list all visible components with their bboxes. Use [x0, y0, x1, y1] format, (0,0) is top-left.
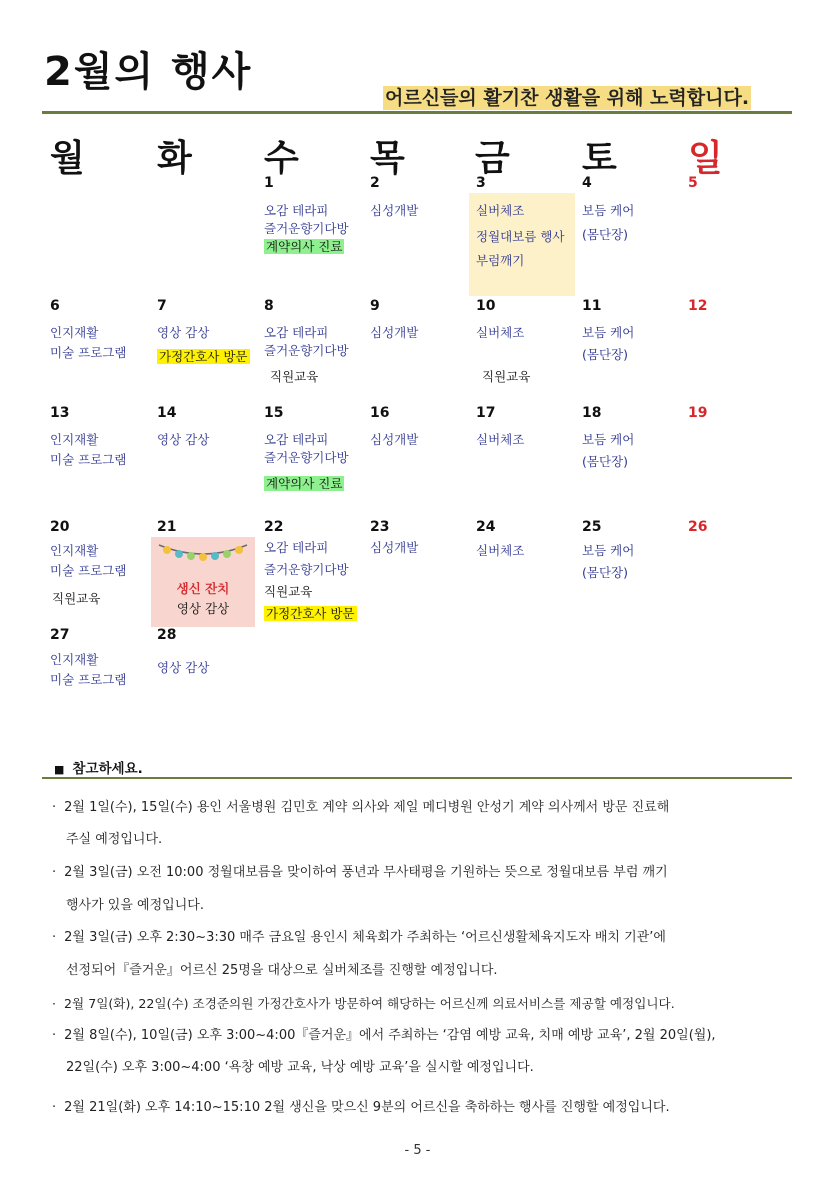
event-item: 인지재활: [50, 652, 99, 667]
garland-icon: [151, 537, 255, 567]
events-day-20: [50, 540, 126, 610]
event-item: 영상 감상: [157, 325, 210, 340]
event-item: 미술 프로그램: [50, 345, 127, 360]
note-item: · 2월 21일(화) 오후 14:10~15:10 2월 생신을 맞으신 9분의 어르신을 축하하는 행사를 진행할 예정입니다.: [52, 1100, 670, 1115]
date-15: 15: [264, 405, 284, 421]
date-8: 8: [264, 298, 274, 314]
events-day-6: [50, 322, 126, 364]
date-13: 13: [50, 405, 70, 421]
events-day-22: [264, 537, 357, 625]
event-item: (몸단장): [582, 454, 628, 469]
date-5: 5: [688, 175, 698, 191]
event-item: 보듬 케어: [582, 203, 635, 218]
date-3: 3: [476, 175, 486, 191]
event-item: 실버체조: [476, 325, 525, 340]
note-item-cont: [52, 955, 806, 987]
events-day-15: [264, 429, 349, 495]
event-item: 즐거운향기다방: [264, 450, 349, 465]
event-item: 실버체조: [476, 432, 525, 447]
date-10: 10: [476, 298, 496, 314]
events-day-28: [157, 657, 209, 679]
event-item-highlight: 계약의사 진료: [266, 239, 343, 254]
date-17: 17: [476, 405, 496, 421]
event-item: 즐거운향기다방: [264, 562, 349, 577]
events-day-13: [50, 429, 126, 471]
event-item: 직원교육: [270, 369, 319, 384]
weekday-tue: 화: [157, 138, 192, 179]
note-item-cont: [52, 890, 806, 922]
notes-heading: [54, 757, 143, 777]
date-22: 22: [264, 519, 284, 535]
date-21: 21: [157, 519, 177, 535]
note-text: 2월 7일(화), 22일(수) 조경준의원 가정간호사가 방문하여 해당하는 어르신께 의료서비스를 제공할 예정입니다.: [64, 996, 675, 1011]
date-2: 2: [370, 175, 380, 191]
events-day-8: [264, 322, 349, 388]
event-item: 심성개발: [370, 325, 419, 340]
event-item: 심성개발: [370, 203, 419, 218]
events-day-25: [582, 540, 634, 584]
date-4: 4: [582, 175, 592, 191]
note-text: 주실 예정입니다.: [66, 832, 163, 847]
date-16: 16: [370, 405, 390, 421]
date-25: 25: [582, 519, 602, 535]
event-item: 영상 감상: [157, 432, 210, 447]
note-item: · 2월 3일(금) 오전 10:00 정월대보름을 맞이하여 풍년과 무사태평을 기원하는 뜻으로 정월대보름 부럼 깨기: [52, 865, 668, 880]
note-item: · 2월 1일(수), 15일(수) 용인 서울병원 김민호 계약 의사와 제일 메디병원 안성기 계약 의사께서 방문 진료해: [52, 800, 670, 815]
date-24: 24: [476, 519, 496, 535]
event-item: 미술 프로그램: [50, 452, 127, 467]
note-item-cont: [52, 824, 806, 856]
event-item-highlight: 가정간호사 방문: [159, 349, 248, 364]
event-item: 직원교육: [52, 591, 101, 606]
date-12: 12: [688, 298, 708, 314]
events-day-21: [151, 578, 255, 620]
motto-banner: 어르신들의 활기찬 생활을 위해 노력합니다.: [385, 87, 750, 109]
events-day-14: [157, 429, 209, 451]
events-day-3: [476, 200, 565, 272]
event-item: 오감 테라피: [264, 540, 329, 555]
page-title: 2월의 행사: [44, 49, 253, 95]
note-text: 22일(수) 오후 3:00~4:00 ‘욕창 예방 교육, 낙상 예방 교육’을 실시할 예정입니다.: [66, 1060, 534, 1075]
title-divider: [42, 111, 792, 114]
events-day-17: [476, 429, 524, 451]
page-number: - 5 -: [404, 1143, 431, 1158]
note-item-cont: [52, 1052, 806, 1084]
event-item: 미술 프로그램: [50, 672, 127, 687]
event-item: 보듬 케어: [582, 543, 635, 558]
events-day-24: [476, 540, 524, 562]
event-item-highlight: 가정간호사 방문: [266, 606, 355, 621]
event-item: 즐거운향기다방: [264, 221, 349, 236]
note-item: · 2월 3일(금) 오후 2:30~3:30 매주 금요일 용인시 체육회가 주최하는 ‘어르신생활체육지도자 배치 기관’에: [52, 930, 666, 945]
event-item-highlight: 계약의사 진료: [266, 476, 343, 491]
date-26: 26: [688, 519, 708, 535]
note-text: 2월 8일(수), 10일(금) 오후 3:00~4:00『즐거운』에서 주최하는 ‘감염 예방 교육, 치매 예방 교육’, 2월 20일(월),: [64, 1028, 716, 1043]
event-item: 실버체조: [476, 203, 525, 218]
event-item: 오감 테라피: [264, 432, 329, 447]
event-item: 인지재활: [50, 543, 99, 558]
events-day-2: [370, 200, 418, 222]
events-day-10: [476, 322, 530, 388]
note-text: 2월 3일(금) 오전 10:00 정월대보름을 맞이하여 풍년과 무사태평을 기원하는 뜻으로 정월대보름 부럼 깨기: [64, 865, 668, 880]
event-item-birthday: 생신 잔치: [176, 581, 230, 596]
event-item: 심성개발: [370, 432, 419, 447]
event-item: 오감 테라피: [264, 203, 329, 218]
events-day-11: [582, 322, 634, 366]
event-item: 보듬 케어: [582, 325, 635, 340]
notes-divider: [42, 777, 792, 779]
date-18: 18: [582, 405, 602, 421]
note-text: 2월 21일(화) 오후 14:10~15:10 2월 생신을 맞으신 9분의 어르신을 축하하는 행사를 진행할 예정입니다.: [64, 1100, 670, 1115]
event-item: (몸단장): [582, 565, 628, 580]
weekday-fri: 금: [475, 138, 510, 179]
event-item: 영상 감상: [157, 660, 210, 675]
events-day-27: [50, 649, 126, 691]
note-text: 2월 1일(수), 15일(수) 용인 서울병원 김민호 계약 의사와 제일 메디병원 안성기 계약 의사께서 방문 진료해: [64, 800, 670, 815]
square-bullet-icon: ■: [54, 763, 65, 776]
event-item: (몸단장): [582, 227, 628, 242]
weekday-wed: 수: [264, 138, 299, 179]
date-27: 27: [50, 627, 70, 643]
event-item: 즐거운향기다방: [264, 343, 349, 358]
notes-heading-text: 참고하세요.: [72, 761, 143, 777]
event-item: 심성개발: [370, 540, 419, 555]
event-item: 직원교육: [482, 369, 531, 384]
date-20: 20: [50, 519, 70, 535]
event-item: 실버체조: [476, 543, 525, 558]
events-day-9: [370, 322, 418, 344]
note-text: 선정되어『즐거운』어르신 25명을 대상으로 실버체조를 진행할 예정입니다.: [66, 963, 498, 978]
event-item: 영상 감상: [176, 601, 230, 616]
weekday-sun: 일: [688, 138, 723, 179]
note-text: 2월 3일(금) 오후 2:30~3:30 매주 금요일 용인시 체육회가 주최하는 ‘어르신생활체육지도자 배치 기관’에: [64, 930, 666, 945]
events-day-23: [370, 537, 418, 559]
date-14: 14: [157, 405, 177, 421]
event-item: 미술 프로그램: [50, 563, 127, 578]
events-day-18: [582, 429, 634, 473]
event-item: 인지재활: [50, 325, 99, 340]
event-item: 오감 테라피: [264, 325, 329, 340]
events-day-7: [157, 322, 250, 368]
weekday-thu: 목: [370, 138, 405, 179]
events-day-16: [370, 429, 418, 451]
weekday-mon: 월: [50, 138, 85, 179]
date-23: 23: [370, 519, 390, 535]
note-item: · 2월 8일(수), 10일(금) 오후 3:00~4:00『즐거운』에서 주최하는 ‘감염 예방 교육, 치매 예방 교육’, 2월 20일(월),: [52, 1028, 716, 1043]
note-text: 행사가 있을 예정입니다.: [66, 898, 204, 913]
event-item: 정월대보름 행사: [476, 229, 565, 244]
event-item: 부럼깨기: [476, 253, 525, 268]
date-1: 1: [264, 175, 274, 191]
event-item: 보듬 케어: [582, 432, 635, 447]
date-7: 7: [157, 298, 167, 314]
events-day-1: [264, 200, 349, 258]
weekday-sat: 토: [582, 138, 617, 179]
date-6: 6: [50, 298, 60, 314]
event-item: (몸단장): [582, 347, 628, 362]
event-item: 인지재활: [50, 432, 99, 447]
date-19: 19: [688, 405, 708, 421]
date-9: 9: [370, 298, 380, 314]
events-day-4: [582, 200, 634, 246]
date-28: 28: [157, 627, 177, 643]
note-item: · 2월 7일(화), 22일(수) 조경준의원 가정간호사가 방문하여 해당하는 어르신께 의료서비스를 제공할 예정입니다.: [52, 996, 675, 1011]
date-11: 11: [582, 298, 602, 314]
event-item: 직원교육: [264, 584, 313, 599]
